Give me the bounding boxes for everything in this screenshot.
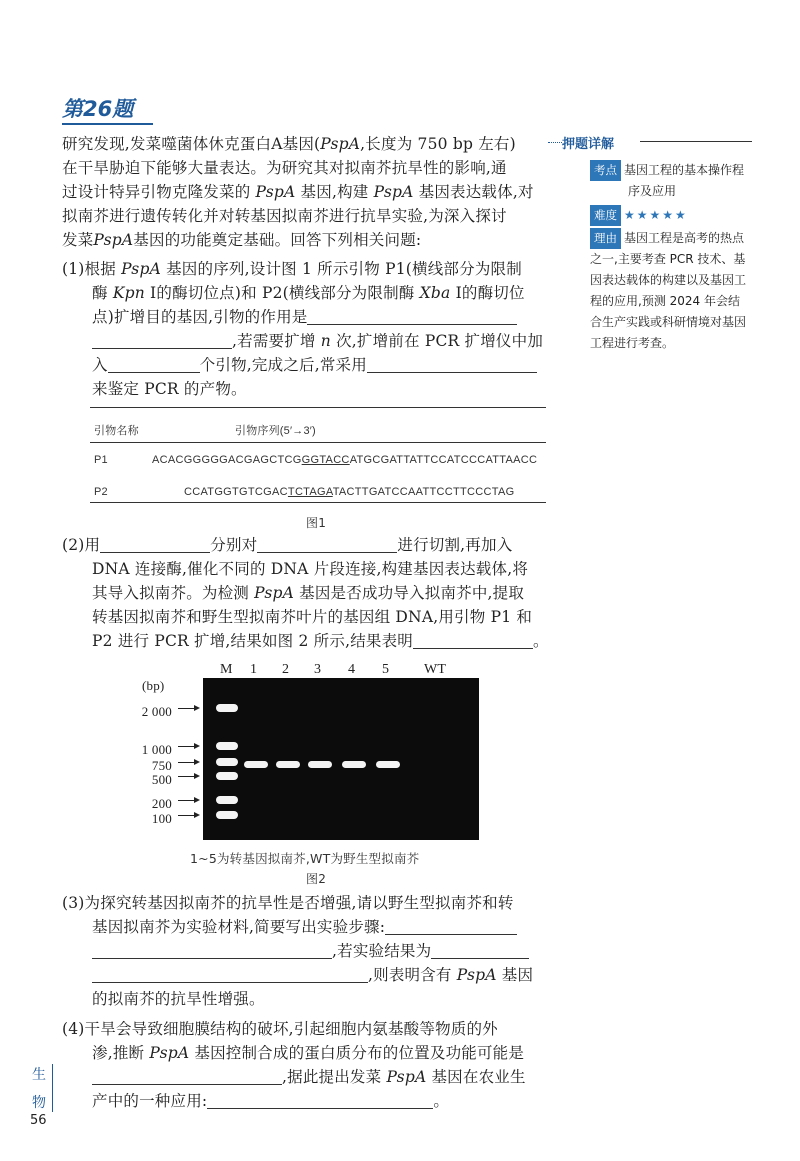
gel-marker-arrow [178, 762, 198, 763]
sidebar-rule [640, 141, 752, 142]
tag-liyou: 理由 [590, 228, 621, 249]
gel-lane-label-1: 1 [250, 662, 258, 677]
q1-blank-identify-method[interactable] [367, 356, 537, 373]
question-title: 第26题 [62, 93, 153, 125]
q3-blank-steps-cont[interactable] [92, 942, 332, 959]
q1-line4: ,若需要扩增 n 次,扩增前在 PCR 扩增仪中加 [92, 330, 543, 353]
difficulty-stars: ★★★★★ [624, 208, 688, 222]
q2-line4: 转基因拟南芥和野生型拟南芥叶片的基因组 DNA,用引物 P1 和 [92, 608, 533, 626]
gel-marker-label: 1 000 [141, 742, 172, 757]
q4-line2: 渗,推断 PspA 基因控制合成的蛋白质分布的位置及功能可能是 [92, 1044, 525, 1062]
gel-lane-label-2: 2 [282, 662, 290, 677]
figure1-seq-p2: CCATGGTGTCGACTCTAGATACTTGATCCAATTCCTTCCCTAG [184, 486, 515, 498]
q2-line2: DNA 连接酶,催化不同的 DNA 片段连接,构建基因表达载体,将 [92, 560, 529, 578]
sidebar-content [590, 160, 770, 354]
gel-marker-arrow [178, 746, 198, 747]
reason-line3: 因表达载体的构建以及基因工 [590, 273, 747, 287]
q1-line5: 入 个引物,完成之后,常采用 [92, 354, 537, 377]
gel-band-lane-1 [244, 761, 268, 768]
gel-band-lane-4 [342, 761, 366, 768]
figure1-col-name: 引物名称 [94, 424, 139, 437]
tag-nandu: 难度 [590, 205, 621, 226]
q2-blank-conclusion[interactable] [413, 632, 533, 649]
q3-blank-steps[interactable] [385, 918, 517, 935]
reason-line1: 基因工程是高考的热点 [624, 231, 745, 245]
figure1-seq-p1: ACACGGGGGACGAGCTCGGGTACCATGCGATTATTCCATCCCATTAACC [152, 454, 538, 466]
gel-marker-label: 200 [151, 796, 172, 811]
kpn-site: GGTACC [301, 454, 350, 466]
reason-line6: 工程进行考查。 [590, 336, 675, 350]
xba-site: TCTAGA [287, 486, 333, 498]
subject-char-2: 物 [32, 1095, 46, 1111]
q2-line5: P2 进行 PCR 扩增,结果如图 2 所示,结果表明 。 [92, 632, 549, 650]
gel-lane-label-4: 4 [348, 662, 356, 677]
q4-blank-application[interactable] [207, 1092, 433, 1109]
gel-marker-arrow [178, 776, 198, 777]
figure1-caption: 图1 [306, 516, 327, 530]
intro-line4: 拟南芥进行遗传转化并对转基因拟南芥进行抗旱实验,为深入探讨 [62, 207, 507, 225]
figure1-top-rule [90, 407, 546, 408]
sidebar-heading: 押题详解 [562, 137, 615, 152]
figure2-caption: 图2 [306, 872, 327, 886]
subject-rule [52, 1064, 53, 1112]
q4-line4: 产中的一种应用: 。 [92, 1092, 450, 1110]
gel-band-lane-5 [376, 761, 400, 768]
gel-marker-arrow [178, 800, 198, 801]
primer-name: P1 [94, 454, 108, 466]
q3-blank-result-cont[interactable] [92, 966, 368, 983]
q3-line1: (3)为探究转基因拟南芥的抗旱性是否增强,请以野生型拟南芥和转 [62, 894, 514, 912]
topic-line1: 基因工程的基本操作程 [624, 163, 745, 177]
q1-line3: 点)扩增目的基因,引物的作用是 [92, 306, 517, 329]
intro-line5: 发菜PspA基因的功能奠定基础。回答下列相关问题: [62, 231, 422, 249]
gel-marker-label: 2 000 [141, 704, 172, 719]
figure1-col-seq: 引物序列(5′→3′) [235, 424, 316, 437]
gel-marker-label: 500 [151, 772, 172, 787]
q1-blank-primer-role-cont[interactable] [92, 332, 232, 349]
gel-band-lane-2 [276, 761, 300, 768]
gel-marker-label: 100 [151, 811, 172, 826]
figure1-mid-rule [90, 442, 546, 443]
tag-kaodian: 考点 [590, 160, 621, 181]
reason-line5: 合生产实践或科研情境对基因 [590, 315, 747, 329]
q4-line1: (4)干旱会导致细胞膜结构的破坏,引起细胞内氨基酸等物质的外 [62, 1020, 498, 1038]
gel-lane-label-m: M [220, 662, 233, 677]
q1-line6: 来鉴定 PCR 的产物。 [92, 380, 247, 398]
topic-line2: 序及应用 [628, 184, 677, 198]
intro-line2: 在干旱胁迫下能够大量表达。为研究其对拟南芥抗旱性的影响,通 [62, 159, 507, 177]
intro-line1: 研究发现,发菜噬菌体休克蛋白A基因(PspA,长度为 750 bp 左右) [62, 135, 516, 153]
reason-line4: 程的应用,预测 2024 年会结 [590, 294, 740, 308]
figure1-row-p1 [94, 449, 108, 472]
q2-line3: 其导入拟南芥。为检测 PspA 基因是否成功导入拟南芥中,提取 [92, 584, 525, 602]
gel-band-marker [216, 758, 238, 766]
gel-lane-label-wt: WT [424, 662, 447, 677]
sidebar-dots [548, 142, 562, 143]
q1-line1: (1)根据 PspA 基因的序列,设计图 1 所示引物 P1(横线部分为限制 [62, 260, 522, 278]
gel-marker-arrow [178, 815, 198, 816]
figure2-legend: 1~5为转基因拟南芥,WT为野生型拟南芥 [190, 851, 420, 866]
figure1-table [90, 418, 546, 444]
primer-name: P2 [94, 486, 108, 498]
gel-image [203, 678, 479, 840]
gel-band-marker [216, 811, 238, 819]
figure1-bottom-rule [90, 502, 546, 503]
intro-line3: 过设计特异引物克隆发菜的 PspA 基因,构建 PspA 基因表达载体,对 [62, 183, 534, 201]
q2-blank-enzymes[interactable] [100, 536, 210, 553]
figure1-row-p2 [94, 481, 108, 504]
q4-line3: ,据此提出发菜 PspA 基因在农业生 [92, 1066, 526, 1089]
q4-blank-location-function[interactable] [92, 1068, 282, 1085]
gel-lane-label-3: 3 [314, 662, 322, 677]
reason-line2: 之一,主要考查 PCR 技术、基 [590, 252, 746, 266]
subject-char-1: 生 [32, 1067, 46, 1083]
gel-band-marker [216, 742, 238, 750]
q3-blank-result[interactable] [431, 942, 529, 959]
gel-lane-label-5: 5 [382, 662, 390, 677]
gel-marker-arrow [178, 708, 198, 709]
gel-unit-label: (bp) [142, 678, 165, 693]
q2-blank-targets[interactable] [257, 536, 397, 553]
gel-band-marker [216, 704, 238, 712]
q2-line1: (2)用 分别对 进行切割,再加入 [62, 536, 513, 554]
q1-line2: 酶 Kpn Ⅰ的酶切位点)和 P2(横线部分为限制酶 Xba Ⅰ的酶切位 [92, 284, 525, 302]
q3-line4: ,则表明含有 PspA 基因 [92, 964, 533, 987]
q3-line5: 的拟南芥的抗旱性增强。 [92, 990, 265, 1008]
q1-blank-primer-count[interactable] [108, 356, 200, 373]
gel-band-lane-3 [308, 761, 332, 768]
q1-blank-primer-role[interactable] [307, 308, 517, 325]
q3-line2: 基因拟南芥为实验材料,简要写出实验步骤: [92, 916, 517, 939]
page-number: 56 [30, 1113, 47, 1128]
gel-band-marker [216, 796, 238, 804]
gel-band-marker [216, 772, 238, 780]
gel-marker-label: 750 [151, 758, 172, 773]
q3-line3: ,若实验结果为 [92, 940, 529, 963]
